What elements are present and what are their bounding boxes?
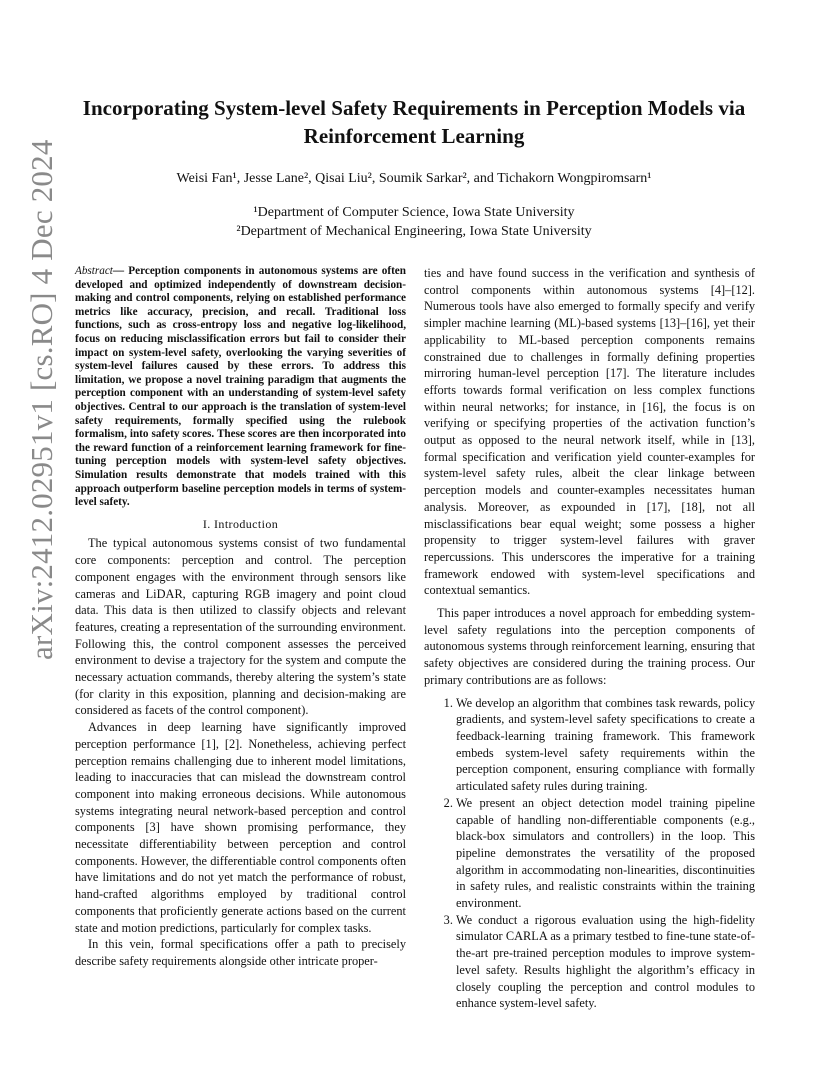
affiliation-2: ²Department of Mechanical Engineering, Iowa State University bbox=[236, 224, 592, 239]
author-list: Weisi Fan¹, Jesse Lane², Qisai Liu², Soumik Sarkar², and Tichakorn Wongpiromsarn¹ bbox=[176, 171, 652, 186]
intro-paragraph-4: ties and have found success in the verification and synthesis of control components within autonomous systems [4]–[12]. Numerous tools have also emerged to formally specify and verify simpler machine learning (ML)-based systems [13]–[16], yet their applicability to ML-based perception components remains constrained due to challenges in formally defining properties mirroring human-level perception [17]. The literature includes efforts towards formal verification on less complex functions within neural networks; for instance, in [16], the focus is on verifying or specifying properties of the activation function’s output as opposed to the neural network itself, while in [13], formal specification and verification yield counter-examples for system-level safety rules, albeit the clear linkage between perception models and counter-examples necessitates human analysis. Moreover, as expounded in [17], [18], not all misclassifications bear equal weight; some possess a higher propensity to trigger system-level failures with graver repercussions. This underscores the imperative for a training framework endowed with system-level specifications and contextual semantics. bbox=[424, 266, 755, 598]
intro-paragraph-5: This paper introduces a novel approach for embedding system-level safety regulations into the perception components of autonomous systems through reinforcement learning, ensuring that safety objectives are considered during the training process. Our primary contributions are as follows: bbox=[424, 606, 755, 687]
contributions-list bbox=[424, 695, 755, 1012]
section-heading-introduction: I. Introduction bbox=[202, 516, 279, 531]
abstract-lead: Abstract bbox=[75, 265, 113, 277]
arxiv-side-stamp: arXiv:2412.02951v1 [cs.RO] 4 Dec 2024 bbox=[24, 139, 59, 660]
intro-paragraph-3: In this vein, formal specifications offer a path to precisely describe safety requirements alongside other intricate proper- bbox=[75, 937, 406, 968]
left-column bbox=[75, 265, 406, 970]
affiliations bbox=[60, 203, 768, 241]
paper-title: Incorporating System-level Safety Requirements in Perception Models via Reinforcement Learning bbox=[82, 96, 746, 148]
right-column bbox=[424, 265, 755, 1012]
abstract bbox=[75, 265, 406, 510]
affiliation-1: ¹Department of Computer Science, Iowa State University bbox=[253, 205, 575, 220]
contribution-item-3: 3. We conduct a rigorous evaluation using the high-fidelity simulator CARLA as a primary testbed to fine-tune state-of-the-art pre-trained perception modules to improve system-level safety. Results highlight the algorithm’s efficacy in closely coupling the perception and control modules to enhance system-level safety. bbox=[456, 912, 755, 1012]
contribution-item-2: 2. We present an object detection model training pipeline capable of handling non-differentiable components (e.g., black-box simulators and controllers) in the loop. This pipeline demonstrates the versatility of the proposed algorithm in accommodating non-linearities, discontinuities in safety rules, and realistic constraints within the training environment. bbox=[456, 795, 755, 912]
intro-paragraph-1: The typical autonomous systems consist of two fundamental core components: perception and control. The perception component engages with the environment through sensors like cameras and LiDAR, capturing RGB imagery and point cloud data. This data is then utilized to classify objects and relevant features, creating a representation of the surrounding environment. Following this, the control component assesses the perceived environment to devise a trajectory for the system and compute the necessary actuation commands, thereby altering the system’s state (for clarity in this exposition, planning and decision-making are considered as facets of the control component). bbox=[75, 536, 406, 718]
abstract-text: — Perception components in autonomous systems are often developed and optimized independently of downstream decision-making and control components, relying on established performance metrics like accuracy, precision, and recall. Traditional loss functions, such as cross-entropy loss and negative log-likelihood, focus on reducing misclassification errors but fail to consider their impact on system-level safety, overlooking the varying severities of system-level failures caused by these errors. To address this limitation, we propose a novel training paradigm that augments the perception component with an understanding of system-level safety objectives. Central to our approach is the translation of system-level safety requirements, formally specified using the rulebook formalism, into safety scores. These scores are then incorporated into the reward function of a reinforcement learning framework for fine-tuning perception models with system-level safety objectives. Simulation results demonstrate that models trained with this approach outperform baseline perception models in terms of system-level safety. bbox=[75, 265, 406, 509]
contribution-item-1: 1. We develop an algorithm that combines task rewards, policy gradients, and system-level safety specifications to create a feedback-learning training framework. This framework embeds system-level safety requirements within the perception component, ensuring compliance with formally articulated safety rules during training. bbox=[456, 695, 755, 795]
intro-paragraph-2: Advances in deep learning have significantly improved perception performance [1], [2]. Nonetheless, achieving perfect perception remains challenging due to inherent model limitations, leading to inaccuracies that can mislead the downstream control component into making erroneous decisions. While autonomous systems integrating neural network-based perception and control components [3] have shown promising performance, they necessitate differentiability between perception and control components. However, the differentiable control components often have limitations and do not yet match the performance of robust, hand-crafted algorithms employed by traditional control components that proficiently generate actions based on the current state and motion predictions, particularly for complex tasks. bbox=[75, 720, 406, 935]
